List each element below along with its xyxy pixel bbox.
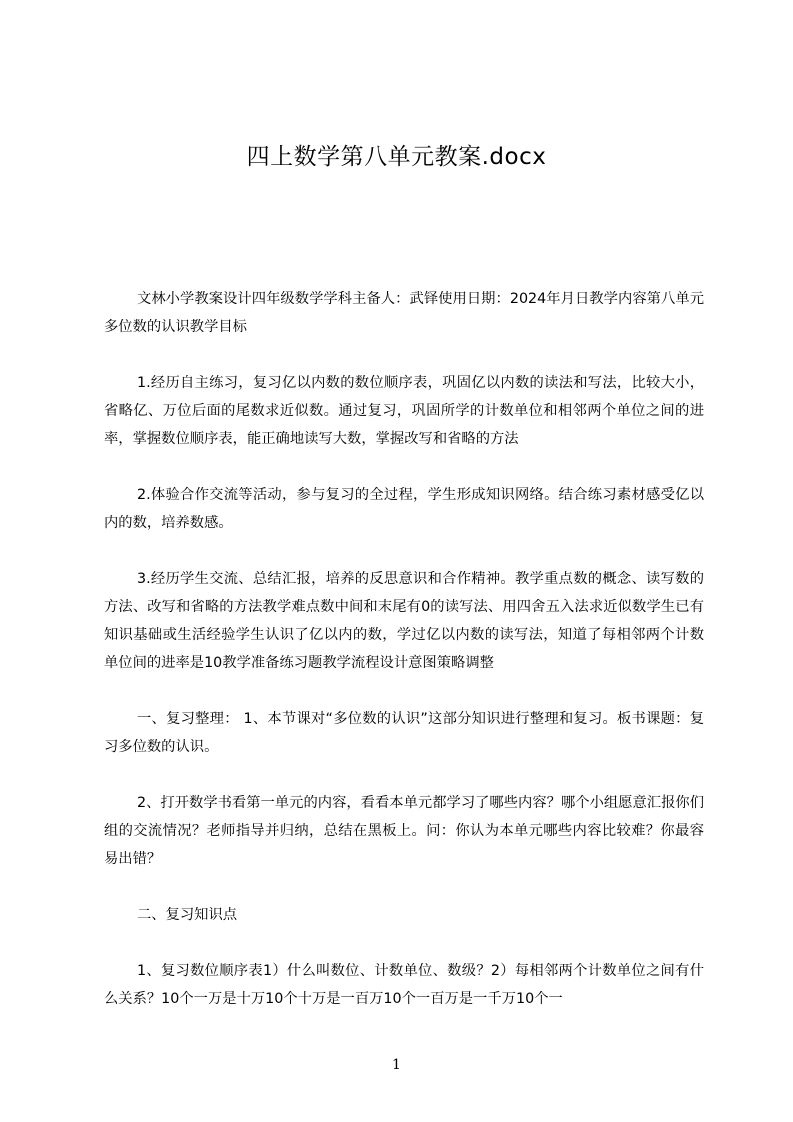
paragraph-review-organize: 一、复习整理： 1、本节课对“多位数的认识”这部分知识进行整理和复习。板书课题：复习多位数的认识。 (104, 711, 704, 755)
document-body (104, 285, 704, 1041)
paragraph-open-textbook: 2、打开数学书看第一单元的内容，看看本单元都学习了哪些内容？哪个小组愿意汇报你们组的交流情况？老师指导并归纳，总结在黑板上。问：你认为本单元哪些内容比较难？你最容易出错？ (104, 795, 704, 867)
section-heading-knowledge-points: 二、复习知识点 (137, 907, 238, 923)
document-title: 四上数学第八单元教案.docx (246, 144, 547, 170)
paragraph-place-value-review: 1、复习数位顺序表1）什么叫数位、计数单位、数级？2）每相邻两个计数单位之间有什么关系？10个一万是十万10个十万是一百万10个一百万是一千万10个一 (104, 963, 704, 1007)
paragraph-header-info: 文林小学教案设计四年级数学学科主备人：武铎使用日期：2024年月日教学内容第八单元多位数的认识教学目标 (104, 291, 704, 335)
paragraph-objective-3: 3.经历学生交流、总结汇报，培养的反思意识和合作精神。教学重点数的概念、读写数的方法、改写和省略的方法教学难点数中间和末尾有0的读写法、用四舍五入法求近似数学生已有知识基础或生活经验学生认识了亿以内的数，学过亿以内数的读写法，知道了每相邻两个计数单位间的进率是10教学准备练习题教学流程设计意图策略调整 (104, 571, 704, 671)
paragraph-objective-2: 2.体验合作交流等活动，参与复习的全过程，学生形成知识网络。结合练习素材感受亿以内的数，培养数感。 (104, 487, 704, 531)
page-number: 1 (392, 1057, 401, 1073)
paragraph-objective-1: 1.经历自主练习，复习亿以内数的数位顺序表，巩固亿以内数的读法和写法，比较大小，省略亿、万位后面的尾数求近似数。通过复习，巩固所学的计数单位和相邻两个单位之间的进率，掌握数位顺序表，能正确地读写大数，掌握改写和省略的方法 (104, 375, 704, 447)
